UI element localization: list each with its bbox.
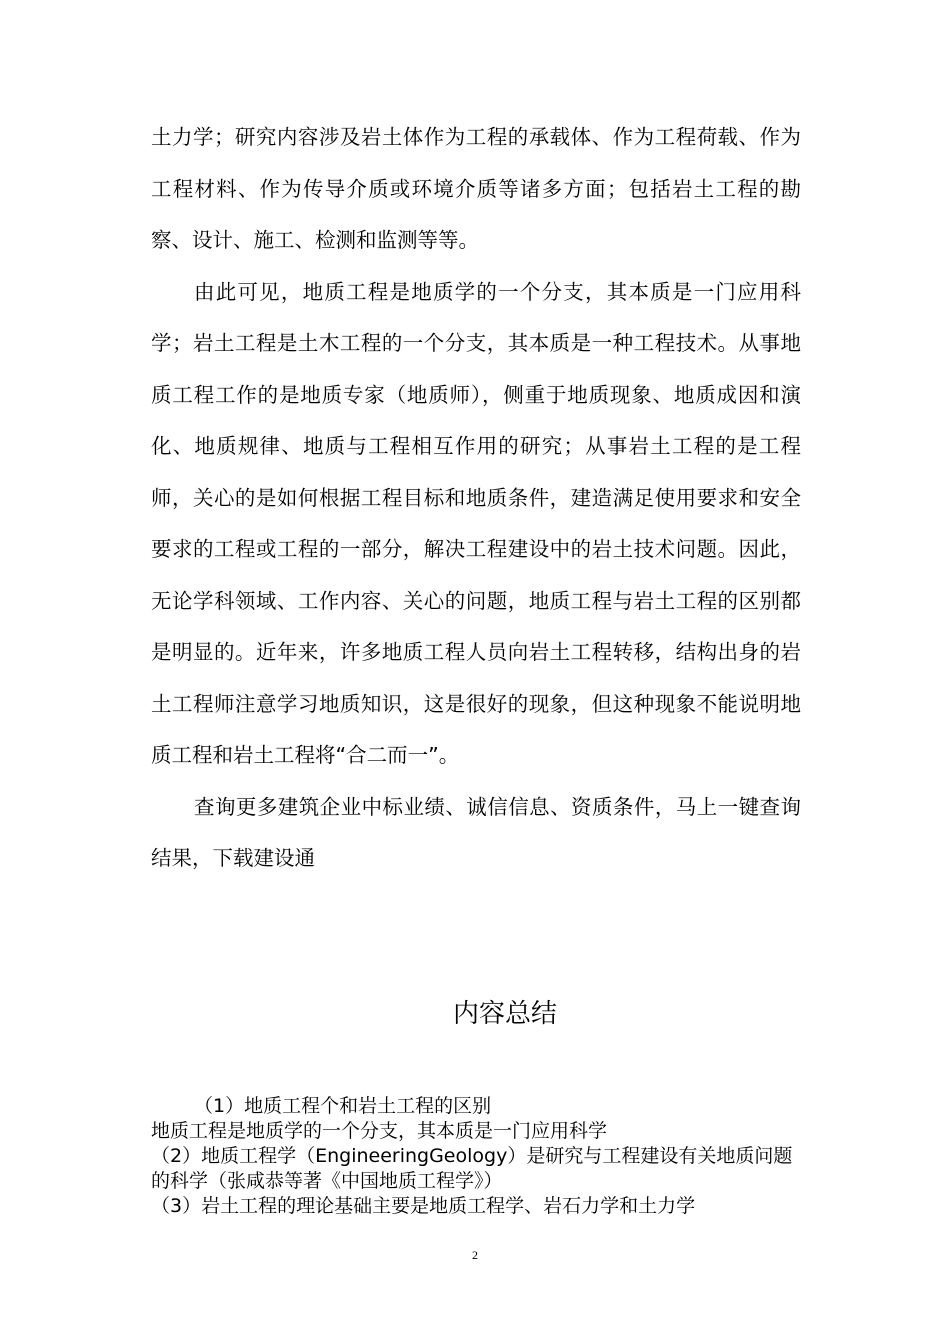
summary-item: （2）地质工程学（EngineeringGeology）是研究与工程建设有关地质问题的科学（张咸恭等著《中国地质工程学》）	[151, 1145, 793, 1192]
body-text	[151, 112, 801, 885]
summary-item: （1）地质工程个和岩土工程的区别	[194, 1095, 492, 1117]
page-number: 2	[472, 1248, 478, 1262]
paragraph-comparison: 由此可见，地质工程是地质学的一个分支，其本质是一门应用科学；岩土工程是土木工程的一个分支，其本质是一种工程技术。从事地质工程工作的是地质专家（地质师），侧重于地质现象、地质成因和演化、地质规律、地质与工程相互作用的研究；从事岩土工程的是工程师，关心的是如何根据工程目标和地质条件，建造满足使用要求和安全要求的工程或工程的一部分，解决工程建设中的岩土技术问题。因此，无论学科领域、工作内容、关心的问题，地质工程与岩土工程的区别都是明显的。近年来，许多地质工程人员向岩土工程转移，结构出身的岩土工程师注意学习地质知识，这是很好的现象，但这种现象不能说明地质工程和岩土工程将“合二而一”。	[151, 279, 801, 767]
summary-item: （3）岩土工程的理论基础主要是地质工程学、岩石力学和土力学	[151, 1195, 696, 1217]
summary-section	[151, 1094, 801, 1219]
paragraph-continuation: 土力学；研究内容涉及岩土体作为工程的承载体、作为工程荷载、作为工程材料、作为传导介质或环境介质等诸多方面；包括岩土工程的勘察、设计、施工、检测和监测等等。	[151, 125, 801, 252]
summary-item: 地质工程是地质学的一个分支，其本质是一门应用科学	[151, 1120, 608, 1142]
paragraph-promo: 查询更多建筑企业中标业绩、诚信信息、资质条件，马上一键查询结果，下载建设通	[151, 794, 801, 870]
summary-title: 内容总结	[452, 999, 557, 1029]
